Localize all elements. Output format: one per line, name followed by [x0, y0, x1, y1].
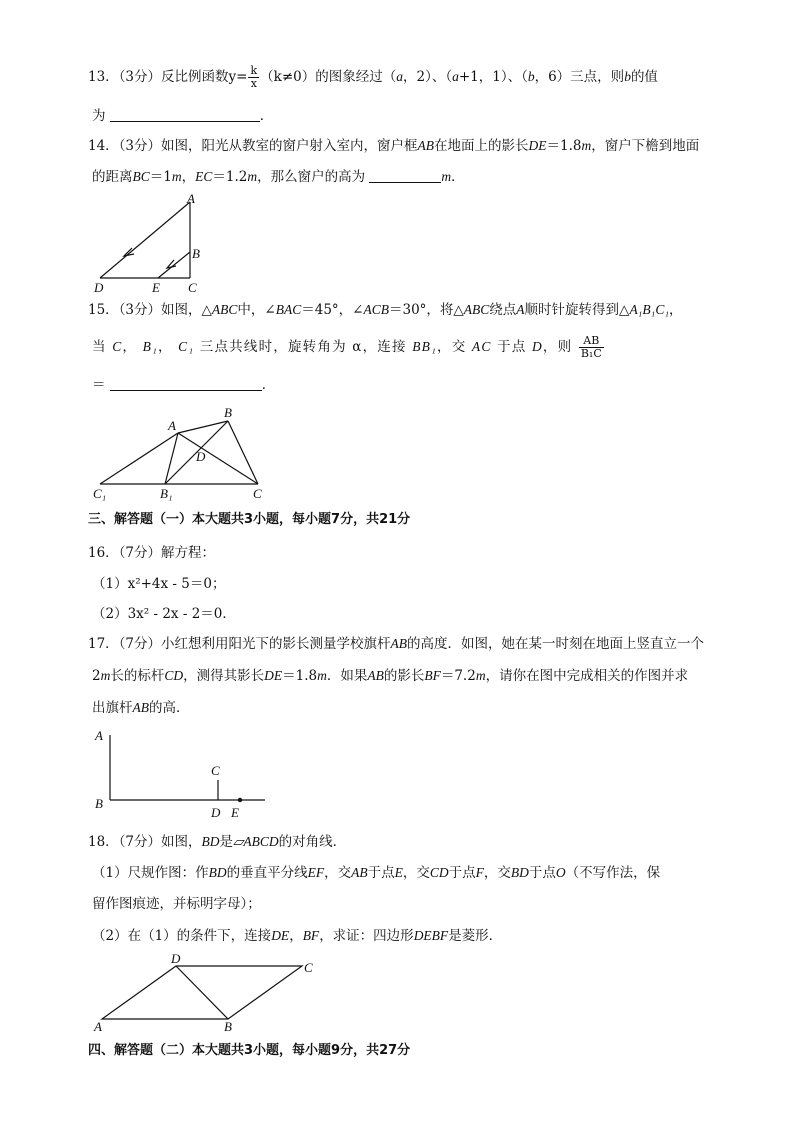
- q17-line1: 17．（7分）小红想利用阳光下的影长测量学校旗杆AB的高度．如图，她在某一时刻在地面上竖直立一个: [88, 636, 705, 652]
- q14-ray-a: [100, 202, 190, 278]
- q15-label-b: B: [224, 405, 232, 420]
- q17-figure: [90, 725, 275, 825]
- q16-number: 16．: [88, 545, 119, 561]
- q15-line2: 当 C， B₁， C₁ 三点共线时，旋转角为 α，连接 BB₁，交 AC 于点 D，则 $\frac{AB}{\text{B₁C}}$: [92, 334, 602, 360]
- q18-label-d: D: [171, 951, 181, 966]
- q18-part1-line1: （1）尺规作图：作BD的垂直平分线EF，交AB于点E，交CD于点F，交BD于点O（不写作法，保: [92, 865, 661, 881]
- q14-arrow-a: [124, 248, 134, 256]
- q18-label-b: B: [224, 1019, 232, 1034]
- q14-label-c: C: [188, 280, 197, 295]
- q14-label-e: E: [152, 280, 160, 295]
- section-4-heading: 四、解答题（二）本大题共3小题，每小题9分，共27分: [88, 1043, 411, 1058]
- q15-answer-blank[interactable]: [110, 376, 262, 391]
- q15-number: 15．: [88, 302, 119, 318]
- q15-line1: 15．（3分）如图，△ABC中，∠BAC＝45°，∠ACB＝30°，将△ABC绕点A顺时针旋转得到△A₁B₁C₁，: [88, 302, 683, 318]
- q14-label-d: D: [94, 280, 104, 295]
- q18-diagonal-bd: [176, 966, 228, 1019]
- q16-part1: （1）x²+4x - 5＝0；: [92, 576, 226, 592]
- q15-label-c: C: [253, 486, 262, 501]
- q18-number: 18．: [88, 834, 119, 850]
- q13-answer-blank[interactable]: [110, 107, 260, 122]
- q14-figure: [90, 192, 220, 297]
- q13-number: 13．: [88, 69, 119, 85]
- q15-fraction: $\frac{AB}{\text{B₁C}}$: [580, 334, 602, 360]
- q18-line1: 18．（7分）如图，BD是▱ABCD的对角线．: [88, 834, 347, 850]
- q14-label-b: B: [192, 246, 200, 261]
- q15-label-a: A: [168, 418, 176, 433]
- q13-score: （3分）: [118, 69, 162, 85]
- q15-line3: ＝ ．: [92, 377, 276, 393]
- q17-label-e: E: [231, 805, 239, 820]
- q14-answer-blank[interactable]: [369, 168, 441, 183]
- q15-c1-a: [100, 433, 178, 484]
- q18-part2: （2）在（1）的条件下，连接DE，BF，求证：四边形DEBF是菱形．: [92, 928, 503, 944]
- q17-point-e: [238, 798, 242, 802]
- q15-a-b: [178, 421, 228, 433]
- q17-line2: 2m长的标杆CD，测得其影长DE＝1.8m．如果AB的影长BF＝7.2m，请你在图中完成相关的作图并求: [92, 668, 689, 684]
- q17-line3: 出旗杆AB的高．: [92, 700, 190, 716]
- q18-figure: [90, 950, 325, 1035]
- q14-line2: 的距离BC＝1m，EC＝1.2m，那么窗户的高为 m．: [92, 169, 465, 185]
- section-3-heading: 三、解答题（一）本大题共3小题，每小题7分，共21分: [88, 512, 411, 527]
- q14-ray-b: [158, 252, 190, 278]
- q13-line2: 为 ．: [92, 108, 274, 124]
- q14-number: 14．: [88, 138, 119, 154]
- q15-label-c1: C₁: [93, 486, 107, 501]
- q14-line1: 14．（3分）如图，阳光从教室的窗户射入室内，窗户框AB在地面上的影长DE＝1.8m，窗户下檐到地面: [88, 138, 700, 154]
- q18-label-c: C: [304, 960, 313, 975]
- q14-label-a: A: [187, 191, 195, 206]
- q17-label-b: B: [95, 796, 103, 811]
- q18-part1-line2: 留作图痕迹，并标明字母）；: [92, 896, 261, 912]
- q13-line1: 13．（3分）反比例函数y= $\frac{k}{x}$ （k≠0）的图象经过（a，2）、（a+1，1）、（b，6）三点，则b的值: [88, 64, 658, 90]
- q17-number: 17．: [88, 636, 119, 652]
- q17-label-c: C: [211, 763, 220, 778]
- q15-figure: [90, 402, 275, 502]
- q15-label-d: D: [196, 449, 206, 464]
- q16-part2: （2）3x² - 2x - 2＝0．: [92, 606, 236, 622]
- q17-label-a: A: [95, 728, 103, 743]
- q15-label-b1: B₁: [160, 486, 173, 501]
- q18-label-a: A: [94, 1019, 102, 1034]
- q16-line1: 16．（7分）解方程：: [88, 545, 216, 561]
- q17-label-d: D: [211, 805, 221, 820]
- q13-y-eq: y=: [228, 69, 248, 85]
- q13-fraction: $\frac{k}{x}$: [250, 64, 258, 90]
